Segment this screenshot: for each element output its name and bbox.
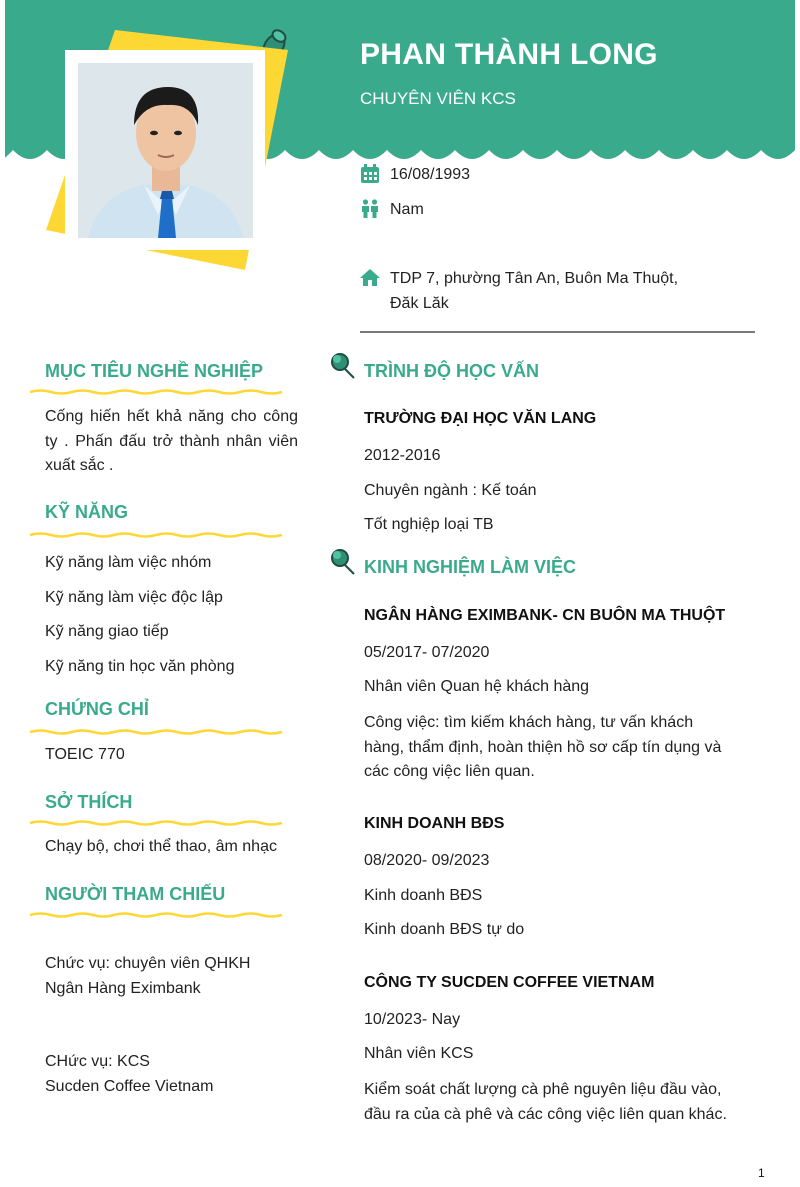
birthday: 16/08/1993 (390, 166, 471, 183)
job-1-period: 05/2017- 07/2020 (364, 644, 490, 661)
hobbies-text: Chạy bộ, chơi thể thao, âm nhạc (45, 838, 277, 855)
person-name: PHAN THÀNH LONG (360, 38, 658, 71)
education-major: Chuyên ngành : Kế toán (364, 482, 537, 499)
job-3-company: CÔNG TY SUCDEN COFFEE VIETNAM (364, 974, 655, 991)
job-3-period: 10/2023- Nay (364, 1011, 461, 1028)
job-2-period: 08/2020- 09/2023 (364, 852, 490, 869)
home-icon (360, 268, 380, 288)
skills-underline (28, 530, 283, 540)
job-3-description: Kiểm soát chất lượng cà phê nguyên liệu đầu vào, đầu ra của cà phê và các công việc liên quan khác. (364, 1081, 727, 1123)
certificates-title: CHỨNG CHỈ (45, 699, 149, 719)
career-goal-title: MỤC TIÊU NGHỀ NGHIỆP (45, 361, 264, 381)
address-line-1: TDP 7, phường Tân An, Buôn Ma Thuột, (390, 270, 679, 287)
job-title: CHUYÊN VIÊN KCS (360, 89, 516, 108)
job-1-company: NGÂN HÀNG EXIMBANK- CN BUÔN MA THUỘT (364, 607, 726, 624)
pushpin-icon (328, 350, 358, 380)
hobbies-title: SỞ THÍCH (45, 792, 133, 812)
skill-item: Kỹ năng làm việc độc lập (45, 589, 223, 606)
people-icon (360, 199, 380, 219)
gender: Nam (390, 201, 424, 218)
job-3-position: Nhân viên KCS (364, 1045, 474, 1062)
job-2-company: KINH DOANH BĐS (364, 815, 505, 832)
job-1-description: Công việc: tìm kiếm khách hàng, tư vấn khách hàng, thẩm định, hoàn thiện hồ sơ cấp tín dụng và các công việc liên quan. (364, 714, 722, 780)
certificates-underline (28, 727, 283, 737)
reference-1-position: Chức vụ: chuyên viên QHKH (45, 955, 251, 972)
job-2-position: Kinh doanh BĐS (364, 887, 483, 904)
hobbies-underline (28, 818, 283, 828)
profile-photo (78, 63, 253, 238)
skills-title: KỸ NĂNG (45, 502, 129, 522)
experience-title: KINH NGHIỆM LÀM VIỆC (364, 557, 577, 577)
job-1-position: Nhân viên Quan hệ khách hàng (364, 678, 590, 695)
job-2-description: Kinh doanh BĐS tự do (364, 921, 525, 938)
education-title: TRÌNH ĐỘ HỌC VẤN (364, 361, 539, 381)
career-goal-underline (28, 387, 283, 397)
references-title: NGƯỜI THAM CHIẾU (45, 884, 226, 904)
reference-2-position: CHức vụ: KCS (45, 1053, 150, 1070)
career-goal-text: Cống hiến hết khả năng cho công ty . Phấn đấu trở thành nhân viên xuất sắc . (45, 408, 298, 474)
school-name: TRƯỜNG ĐẠI HỌC VĂN LANG (364, 410, 597, 427)
contact-divider (360, 331, 755, 333)
reference-2-company: Sucden Coffee Vietnam (45, 1078, 214, 1095)
skill-item: Kỹ năng giao tiếp (45, 623, 169, 640)
calendar-icon (360, 164, 380, 184)
education-period: 2012-2016 (364, 447, 441, 464)
education-grade: Tốt nghiệp loại TB (364, 516, 494, 533)
skill-item: Kỹ năng tin học văn phòng (45, 658, 235, 675)
pushpin-icon (328, 546, 358, 576)
page-number: 1 (758, 1166, 765, 1180)
reference-1-company: Ngân Hàng Eximbank (45, 980, 201, 997)
skill-item: Kỹ năng làm việc nhóm (45, 554, 212, 571)
references-underline (28, 910, 283, 920)
address-line-2: Đăk Lăk (390, 295, 449, 312)
certificate-item: TOEIC 770 (45, 746, 125, 763)
